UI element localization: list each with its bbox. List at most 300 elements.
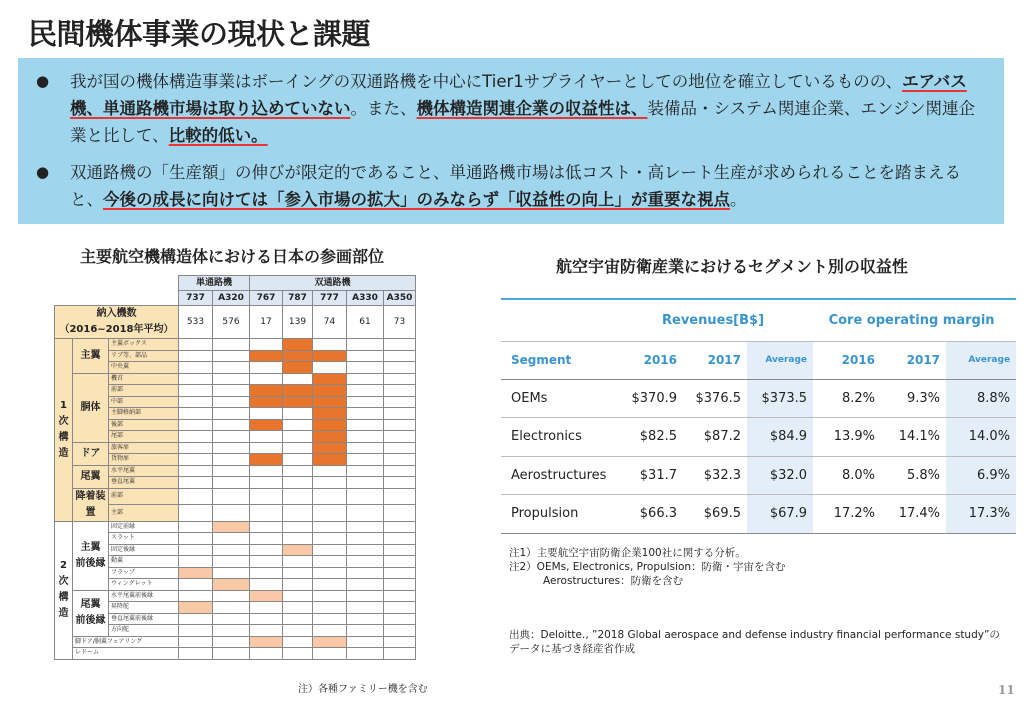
matrix-cell <box>384 419 416 431</box>
matrix-cell <box>347 521 384 533</box>
participation-cell-dark <box>313 431 347 443</box>
part-label: 動翼 <box>109 556 179 568</box>
matrix-cell <box>347 350 384 362</box>
matrix-cell <box>179 454 213 466</box>
profit-title: 航空宇宙防衛産業におけるセグメント別の収益性 <box>556 257 908 276</box>
part-label: 昇降舵 <box>109 602 179 614</box>
matrix-cell <box>313 362 347 374</box>
matrix-cell <box>313 488 347 505</box>
matrix-cell <box>179 350 213 362</box>
margin-cell: 5.8% <box>881 456 946 495</box>
matrix-cell <box>213 590 250 602</box>
matrix-cell <box>283 556 313 568</box>
table-notes <box>509 546 786 588</box>
blank-cell <box>55 291 179 306</box>
matrix-cell <box>250 533 283 545</box>
matrix-cell <box>179 521 213 533</box>
matrix-cell <box>313 544 347 556</box>
matrix-cell <box>179 488 213 505</box>
revenue-cell: $31.7 <box>619 456 683 495</box>
matrix-cell <box>283 602 313 614</box>
part-label: 主翼ボックス <box>109 339 179 351</box>
matrix-cell <box>213 533 250 545</box>
matrix-cell <box>313 579 347 591</box>
matrix-cell <box>283 613 313 625</box>
participation-cell-light <box>213 579 250 591</box>
matrix-cell <box>250 625 283 637</box>
matrix-cell <box>250 602 283 614</box>
matrix-cell <box>250 373 283 385</box>
matrix-cell <box>213 613 250 625</box>
matrix-cell <box>313 533 347 545</box>
deliveries-value: 576 <box>213 306 250 339</box>
matrix-cell <box>283 431 313 443</box>
participation-cell-dark <box>250 396 283 408</box>
part-label: 前部 <box>109 488 179 505</box>
matrix-cell <box>283 521 313 533</box>
deliveries-value: 74 <box>313 306 347 339</box>
part-label: 中部 <box>109 396 179 408</box>
margin-cell: 17.4% <box>881 495 946 534</box>
matrix-cell <box>179 408 213 420</box>
matrix-cell <box>347 613 384 625</box>
part-label: 中央翼 <box>109 362 179 374</box>
matrix-cell <box>347 477 384 489</box>
summary-box <box>18 58 1004 224</box>
matrix-cell <box>179 625 213 637</box>
matrix-cell <box>250 648 283 660</box>
revenue-cell: $69.5 <box>683 495 747 534</box>
participation-cell-dark <box>313 396 347 408</box>
matrix-cell <box>313 339 347 351</box>
matrix-cell <box>313 602 347 614</box>
participation-cell-dark <box>283 362 313 374</box>
margin-2016-header: 2016 <box>813 341 881 379</box>
participation-cell-dark <box>313 419 347 431</box>
bullet-icon: ● <box>36 72 50 90</box>
participation-cell-light <box>250 636 283 648</box>
matrix-cell <box>384 544 416 556</box>
matrix-cell <box>347 488 384 505</box>
matrix-cell <box>347 602 384 614</box>
deliveries-value: 73 <box>384 306 416 339</box>
matrix-cell <box>313 567 347 579</box>
matrix-title: 主要航空機構造体における日本の参画部位 <box>80 247 385 266</box>
matrix-cell <box>347 505 384 522</box>
aircraft-header: A320 <box>213 291 250 306</box>
matrix-cell <box>179 505 213 522</box>
participation-cell-light <box>213 521 250 533</box>
bullet-text: 我が国の機体構造事業はボーイングの双通路機を中心にTier1サプライヤーとしての地位を確立しているものの、エアバス機、単通路機市場は取り込めていない。また、機体構造関連企業の収益性は、装備品・システム関連企業、エンジン関連企業と比して、比較的低い。 <box>70 72 976 145</box>
matrix-cell <box>283 442 313 454</box>
table-row <box>501 379 1016 418</box>
matrix-cell <box>384 636 416 648</box>
matrix-cell <box>384 339 416 351</box>
matrix-cell <box>384 556 416 568</box>
note-line: 注2）OEMs, Electronics, Propulsion：防衛・宇宙を含む <box>509 561 786 573</box>
participation-cell-light <box>250 590 283 602</box>
matrix-cell <box>384 373 416 385</box>
matrix-cell <box>213 477 250 489</box>
part-label: ウィングレット <box>109 579 179 591</box>
matrix-cell <box>384 602 416 614</box>
segment-name: Electronics <box>501 418 619 457</box>
matrix-cell <box>313 590 347 602</box>
margin-avg-header: Average <box>946 341 1016 379</box>
matrix-cell <box>250 465 283 477</box>
matrix-cell <box>179 362 213 374</box>
segment-name: OEMs <box>501 379 619 418</box>
summary-bullet <box>36 68 990 149</box>
matrix-cell <box>384 648 416 660</box>
participation-cell-dark <box>313 408 347 420</box>
matrix-cell <box>213 567 250 579</box>
matrix-cell <box>250 488 283 505</box>
margin-avg-cell: 17.3% <box>946 495 1016 534</box>
matrix-cell <box>384 625 416 637</box>
revenue-avg-cell: $373.5 <box>747 379 813 418</box>
matrix-cell <box>347 408 384 420</box>
part-label: 脚ドア/胴翼フェアリング <box>73 636 179 648</box>
matrix-cell <box>384 396 416 408</box>
participation-cell-dark <box>283 350 313 362</box>
matrix-cell <box>283 579 313 591</box>
participation-cell-dark <box>250 454 283 466</box>
matrix-cell <box>313 521 347 533</box>
matrix-cell <box>179 431 213 443</box>
matrix-cell <box>213 431 250 443</box>
section-label: ドア <box>73 442 109 465</box>
matrix-cell <box>179 419 213 431</box>
matrix-cell <box>250 477 283 489</box>
part-label: 主脚格納部 <box>109 408 179 420</box>
matrix-cell <box>384 488 416 505</box>
table-row <box>501 456 1016 495</box>
matrix-cell <box>384 613 416 625</box>
revenue-cell: $66.3 <box>619 495 683 534</box>
margin-header: Core operating margin <box>813 299 1016 341</box>
matrix-cell <box>179 556 213 568</box>
note-line: 注1）主要航空宇宙防衛企業100社に関する分析。 <box>509 547 746 559</box>
matrix-cell <box>213 442 250 454</box>
matrix-cell <box>179 385 213 397</box>
margin-cell: 9.3% <box>881 379 946 418</box>
matrix-cell <box>250 362 283 374</box>
matrix-cell <box>250 431 283 443</box>
rev-2016-header: 2016 <box>619 341 683 379</box>
part-label: レドーム <box>73 648 179 660</box>
matrix-cell <box>347 454 384 466</box>
twin-aisle-header: 双通路機 <box>250 276 416 291</box>
revenue-cell: $87.2 <box>683 418 747 457</box>
matrix-cell <box>250 442 283 454</box>
matrix-cell <box>384 362 416 374</box>
matrix-cell <box>213 465 250 477</box>
blank-cell <box>55 276 179 291</box>
matrix-cell <box>313 648 347 660</box>
matrix-cell <box>283 625 313 637</box>
matrix-cell <box>384 465 416 477</box>
page-title: 民間機体事業の現状と課題 <box>28 17 371 51</box>
revenue-cell: $32.3 <box>683 456 747 495</box>
matrix-cell <box>283 465 313 477</box>
participation-cell-dark <box>283 385 313 397</box>
matrix-cell <box>179 477 213 489</box>
matrix-cell <box>347 579 384 591</box>
matrix-cell <box>347 373 384 385</box>
matrix-cell <box>384 408 416 420</box>
participation-cell-dark <box>313 385 347 397</box>
margin-cell: 8.2% <box>813 379 881 418</box>
matrix-cell <box>384 590 416 602</box>
matrix-cell <box>384 533 416 545</box>
matrix-cell <box>179 636 213 648</box>
matrix-cell <box>347 533 384 545</box>
matrix-cell <box>347 396 384 408</box>
margin-cell: 14.1% <box>881 418 946 457</box>
part-label: 貨物扉 <box>109 454 179 466</box>
matrix-cell <box>384 442 416 454</box>
matrix-cell <box>250 567 283 579</box>
part-label: 主部 <box>109 505 179 522</box>
revenue-avg-cell: $32.0 <box>747 456 813 495</box>
matrix-cell <box>179 544 213 556</box>
matrix-cell <box>384 431 416 443</box>
matrix-cell <box>213 648 250 660</box>
part-label: 水平尾翼前後縁 <box>109 590 179 602</box>
participation-cell-dark <box>250 385 283 397</box>
participation-cell-dark <box>313 454 347 466</box>
part-label: 前部 <box>109 385 179 397</box>
matrix-cell <box>384 477 416 489</box>
matrix-cell <box>179 533 213 545</box>
part-label: 尾部 <box>109 431 179 443</box>
matrix-cell <box>384 521 416 533</box>
matrix-cell <box>250 408 283 420</box>
part-label: 水平尾翼 <box>109 465 179 477</box>
matrix-cell <box>250 556 283 568</box>
participation-cell-dark <box>313 350 347 362</box>
participation-matrix <box>54 275 416 660</box>
matrix-cell <box>384 567 416 579</box>
revenues-header: Revenues[B$] <box>619 299 813 341</box>
part-label: 旅客扉 <box>109 442 179 454</box>
part-label: 方向舵 <box>109 625 179 637</box>
part-label: スラット <box>109 533 179 545</box>
margin-2017-header: 2017 <box>881 341 946 379</box>
matrix-cell <box>347 625 384 637</box>
section-label: 尾翼 前後縁 <box>73 590 109 636</box>
part-label: 固定後縁 <box>109 544 179 556</box>
matrix-cell <box>313 477 347 489</box>
part-label: 後部 <box>109 419 179 431</box>
revenue-avg-cell: $84.9 <box>747 418 813 457</box>
matrix-cell <box>283 408 313 420</box>
note-line: Aerostructures：防衛を含む <box>543 575 684 587</box>
matrix-cell <box>213 505 250 522</box>
matrix-cell <box>347 556 384 568</box>
matrix-cell <box>213 419 250 431</box>
segment-header: Segment <box>501 341 619 379</box>
margin-cell: 17.2% <box>813 495 881 534</box>
segment-name: Propulsion <box>501 495 619 534</box>
matrix-cell <box>250 544 283 556</box>
matrix-cell <box>283 505 313 522</box>
rev-avg-header: Average <box>747 341 813 379</box>
part-label: 垂直尾翼 <box>109 477 179 489</box>
revenue-cell: $376.5 <box>683 379 747 418</box>
deliveries-label: 納入機数 （2016~2018年平均） <box>55 306 179 339</box>
margin-avg-cell: 8.8% <box>946 379 1016 418</box>
bullet-icon: ● <box>36 163 50 181</box>
matrix-cell <box>213 385 250 397</box>
matrix-cell <box>213 602 250 614</box>
participation-cell-dark <box>313 373 347 385</box>
participation-cell-dark <box>283 339 313 351</box>
margin-cell: 13.9% <box>813 418 881 457</box>
matrix-cell <box>213 350 250 362</box>
matrix-cell <box>347 431 384 443</box>
aircraft-header: 767 <box>250 291 283 306</box>
matrix-cell <box>213 454 250 466</box>
page-number: 11 <box>998 683 1015 697</box>
single-aisle-header: 単通路機 <box>179 276 250 291</box>
participation-cell-light <box>179 567 213 579</box>
matrix-cell <box>283 533 313 545</box>
part-label: フラップ <box>109 567 179 579</box>
matrix-cell <box>313 613 347 625</box>
profit-table <box>501 298 1016 534</box>
aircraft-header: A350 <box>384 291 416 306</box>
matrix-cell <box>250 505 283 522</box>
deliveries-value: 139 <box>283 306 313 339</box>
matrix-cell <box>250 521 283 533</box>
matrix-cell <box>313 465 347 477</box>
deliveries-value: 533 <box>179 306 213 339</box>
matrix-cell <box>313 556 347 568</box>
matrix-cell <box>283 636 313 648</box>
margin-avg-cell: 14.0% <box>946 418 1016 457</box>
matrix-cell <box>347 567 384 579</box>
part-label: リブ等、部品 <box>109 350 179 362</box>
part-label: 固定前縁 <box>109 521 179 533</box>
matrix-cell <box>283 419 313 431</box>
matrix-note: 注）各種ファミリー機を含む <box>298 684 428 695</box>
matrix-cell <box>179 579 213 591</box>
matrix-cell <box>179 396 213 408</box>
section-label: 主翼 前後縁 <box>73 521 109 590</box>
section-label: 胴体 <box>73 373 109 442</box>
segment-name: Aerostructures <box>501 456 619 495</box>
revenue-cell: $82.5 <box>619 418 683 457</box>
part-label: 垂直尾翼前後縁 <box>109 613 179 625</box>
matrix-cell <box>347 648 384 660</box>
matrix-cell <box>179 339 213 351</box>
matrix-cell <box>347 362 384 374</box>
matrix-cell <box>384 579 416 591</box>
matrix-cell <box>213 488 250 505</box>
matrix-cell <box>347 590 384 602</box>
matrix-cell <box>347 636 384 648</box>
matrix-cell <box>347 385 384 397</box>
matrix-cell <box>347 442 384 454</box>
matrix-cell <box>250 339 283 351</box>
margin-cell: 8.0% <box>813 456 881 495</box>
matrix-cell <box>283 477 313 489</box>
matrix-cell <box>179 465 213 477</box>
matrix-cell <box>347 544 384 556</box>
participation-cell-light <box>283 544 313 556</box>
matrix-cell <box>179 590 213 602</box>
matrix-cell <box>283 567 313 579</box>
matrix-cell <box>213 556 250 568</box>
matrix-cell <box>179 648 213 660</box>
matrix-cell <box>250 613 283 625</box>
participation-cell-dark <box>283 396 313 408</box>
matrix-cell <box>213 636 250 648</box>
matrix-cell <box>384 385 416 397</box>
matrix-cell <box>179 442 213 454</box>
summary-bullet <box>36 159 990 213</box>
revenue-avg-cell: $67.9 <box>747 495 813 534</box>
aircraft-header: 737 <box>179 291 213 306</box>
participation-cell-light <box>313 636 347 648</box>
source-note: 出典：Deloitte., ”2018 Global aerospace and defense industry financial performance study”のデータに基づき経産省作成 <box>509 629 1000 655</box>
deliveries-value: 61 <box>347 306 384 339</box>
rev-2017-header: 2017 <box>683 341 747 379</box>
table-row <box>501 495 1016 534</box>
matrix-cell <box>283 590 313 602</box>
blank-cell <box>501 299 619 341</box>
matrix-cell <box>213 625 250 637</box>
section-label: 尾翼 <box>73 465 109 488</box>
matrix-cell <box>283 648 313 660</box>
section-label: 降着装置 <box>73 488 109 521</box>
matrix-cell <box>213 396 250 408</box>
matrix-cell <box>179 613 213 625</box>
participation-cell-dark <box>313 442 347 454</box>
table-row <box>501 418 1016 457</box>
primary-structure-label: 1 次 構 造 <box>55 339 73 522</box>
margin-avg-cell: 6.9% <box>946 456 1016 495</box>
matrix-cell <box>213 408 250 420</box>
secondary-structure-label: 2 次 構 造 <box>55 521 73 659</box>
matrix-cell <box>347 339 384 351</box>
aircraft-header: A330 <box>347 291 384 306</box>
matrix-cell <box>384 505 416 522</box>
aircraft-header: 777 <box>313 291 347 306</box>
matrix-cell <box>313 505 347 522</box>
matrix-cell <box>250 579 283 591</box>
deliveries-value: 17 <box>250 306 283 339</box>
matrix-cell <box>313 625 347 637</box>
bullet-text: 双通路機の「生産額」の伸びが限定的であること、単通路機市場は低コスト・高レート生産が求められることを踏まえると、今後の成長に向けては「参入市場の拡大」のみならず「収益性の向上」が重要な視点。 <box>70 163 961 209</box>
matrix-cell <box>283 454 313 466</box>
participation-cell-light <box>179 602 213 614</box>
matrix-cell <box>347 465 384 477</box>
matrix-cell <box>213 373 250 385</box>
part-label: 機首 <box>109 373 179 385</box>
participation-cell-dark <box>250 419 283 431</box>
aircraft-header: 787 <box>283 291 313 306</box>
matrix-cell <box>283 373 313 385</box>
matrix-cell <box>283 488 313 505</box>
matrix-cell <box>384 454 416 466</box>
matrix-cell <box>384 350 416 362</box>
matrix-cell <box>347 419 384 431</box>
matrix-cell <box>179 373 213 385</box>
matrix-cell <box>213 544 250 556</box>
